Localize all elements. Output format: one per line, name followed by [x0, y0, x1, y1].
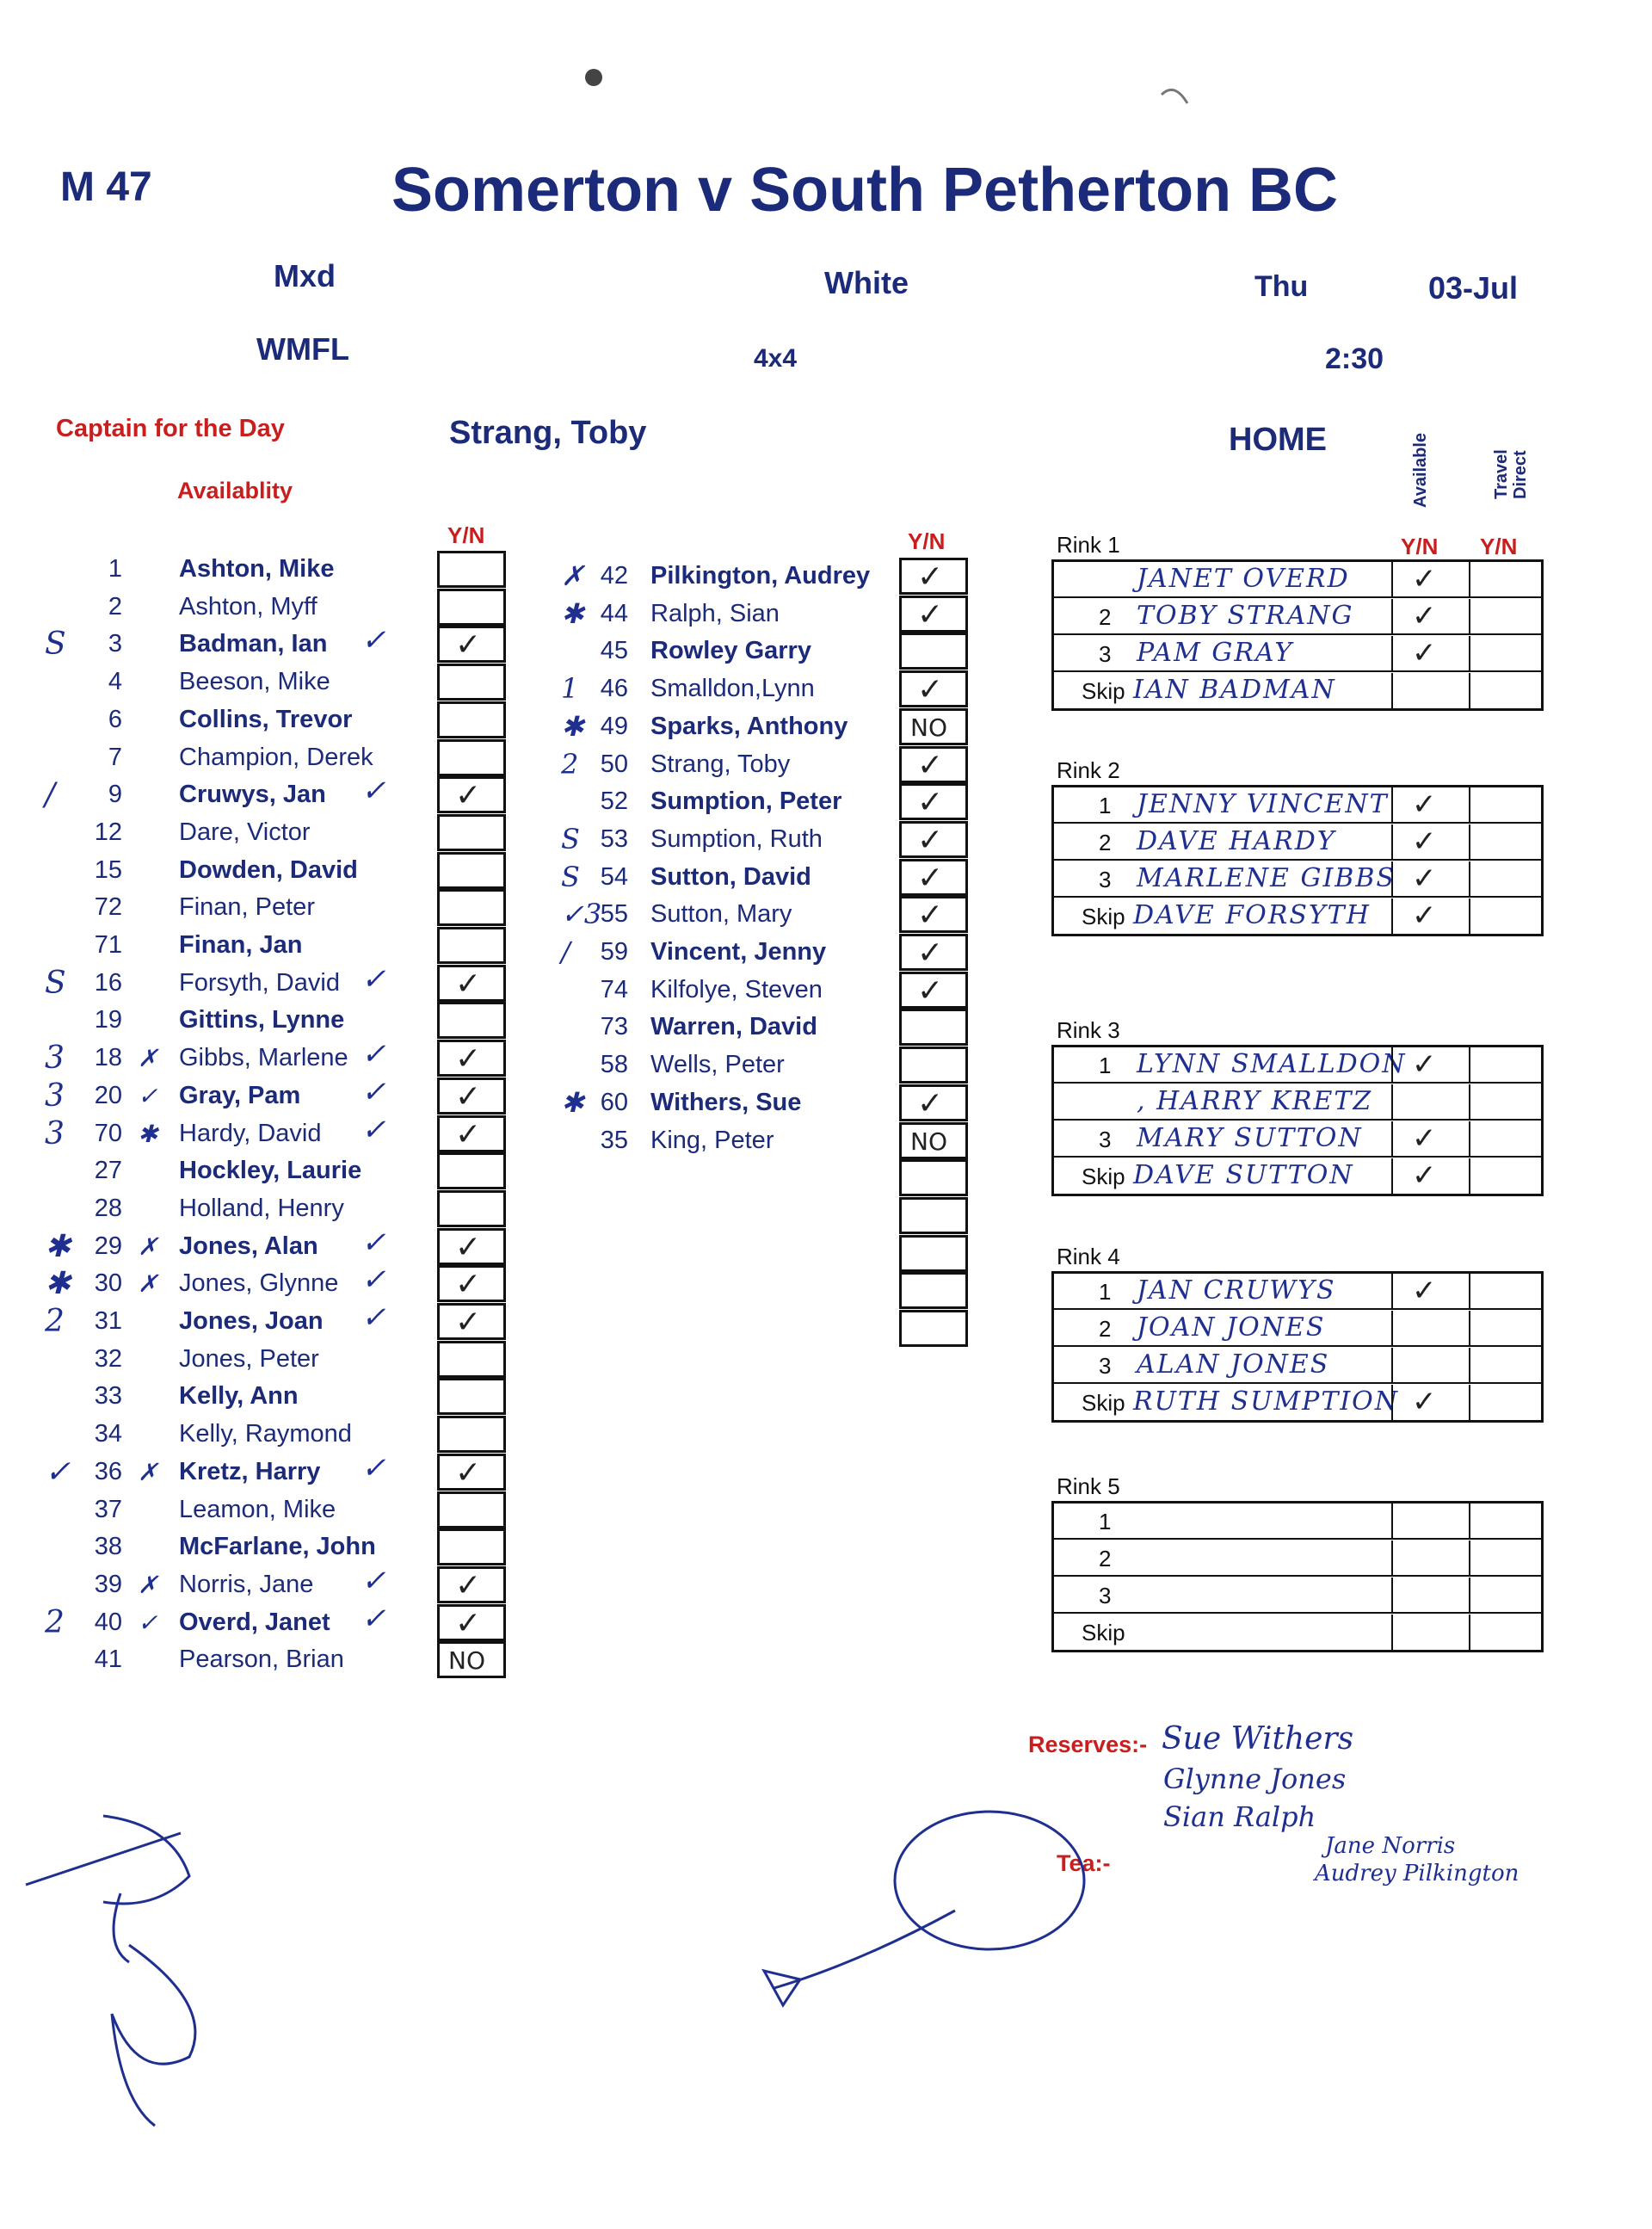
player-number: 32	[94, 1344, 122, 1373]
margin-mark: S	[561, 860, 580, 893]
player-name: Norris, Jane	[179, 1570, 314, 1598]
yn-box-right[interactable]	[899, 558, 968, 595]
available-mark: ✓	[1412, 824, 1437, 859]
rink-title: Rink 2	[1057, 757, 1120, 783]
pre-mark: ✗	[138, 1232, 158, 1261]
player-name: Gittins, Lynne	[179, 1006, 345, 1034]
rink-player: JAN CRUWYS	[1137, 1275, 1336, 1306]
margin-mark: ✱	[561, 1085, 584, 1119]
player-name: Kelly, Ann	[179, 1382, 299, 1411]
rink-player: MARY SUTTON	[1137, 1123, 1363, 1153]
player-name: Kretz, Harry	[179, 1457, 321, 1485]
player-number: 70	[94, 1119, 122, 1147]
player-name: Warren, David	[650, 1013, 817, 1041]
player-name: Cruwys, Jan	[179, 781, 326, 809]
player-name: Overd, Janet	[179, 1608, 330, 1636]
pre-mark: ✗	[138, 1570, 158, 1599]
yn-box-left[interactable]	[437, 1265, 506, 1302]
yn-mark: ✓	[917, 672, 944, 708]
yn-box-left[interactable]	[437, 1528, 506, 1565]
player-number: 38	[94, 1533, 122, 1561]
player-name: Sumption, Peter	[650, 787, 842, 816]
rink-player: MARLENE GIBBS	[1137, 863, 1396, 893]
availability-tick: ✓	[361, 1563, 386, 1598]
player-number: 15	[94, 855, 122, 884]
player-number: 7	[108, 743, 122, 771]
player-name: Collins, Trevor	[179, 705, 353, 733]
yn-box-right-empty[interactable]	[899, 1197, 968, 1234]
availability-tick: ✓	[361, 1074, 386, 1109]
player-name: Sumption, Ruth	[650, 824, 823, 853]
player-name: Smalldon,Lynn	[650, 675, 815, 703]
player-number: 30	[94, 1269, 122, 1298]
yn-mark: ✓	[455, 1041, 482, 1077]
rink-player: RUTH SUMPTION	[1133, 1386, 1400, 1417]
travel-direct-column-header: Travel Direct	[1492, 449, 1530, 499]
available-mark: ✓	[1412, 599, 1437, 633]
yn-box-right[interactable]	[899, 670, 968, 707]
player-number: 37	[94, 1495, 122, 1523]
dress-code: White	[824, 265, 909, 300]
rink-player: DAVE SUTTON	[1133, 1160, 1354, 1190]
yn-box-right-empty[interactable]	[899, 1159, 968, 1196]
yn-box-left[interactable]	[437, 1040, 506, 1077]
yn-header-right: Y/N	[908, 528, 946, 554]
yn-box-right[interactable]	[899, 896, 968, 933]
rink-player: DAVE FORSYTH	[1133, 900, 1371, 930]
yn-box-left[interactable]	[437, 551, 506, 588]
yn-mark: ✓	[455, 1229, 482, 1265]
availability-tick: ✓	[361, 1225, 386, 1260]
punch-hole-mark	[585, 69, 602, 86]
rink-position: 2	[1099, 604, 1112, 630]
availability-tick: ✓	[361, 1112, 386, 1147]
reserve-name: Jane Norris	[1325, 1833, 1456, 1859]
player-name: Finan, Peter	[179, 893, 315, 922]
availability-tick: ✓	[361, 1601, 386, 1636]
available-mark: ✓	[1412, 898, 1437, 933]
player-number: 36	[94, 1457, 122, 1485]
available-mark: ✓	[1412, 562, 1437, 596]
yn-box-left[interactable]	[437, 1341, 506, 1378]
availability-tick: ✓	[361, 1037, 386, 1072]
yn-box-right[interactable]	[899, 1009, 968, 1046]
player-number: 71	[94, 931, 122, 959]
yn-box-left[interactable]	[437, 1491, 506, 1528]
pre-mark: ✱	[138, 1119, 158, 1148]
player-number: 42	[600, 562, 628, 590]
player-name: Sparks, Anthony	[650, 712, 848, 740]
yn-box-left[interactable]	[437, 814, 506, 851]
rink-player: PAM GRAY	[1137, 638, 1294, 668]
rink-position: 2	[1099, 1546, 1112, 1571]
rink-position: 3	[1099, 641, 1112, 667]
yn-box-left[interactable]	[437, 1378, 506, 1415]
rink-player: ALAN JONES	[1137, 1349, 1330, 1380]
player-name: Jones, Alan	[179, 1232, 318, 1260]
pre-mark: ✓	[138, 1608, 158, 1637]
player-name: Strang, Toby	[650, 750, 791, 778]
rink-position: 3	[1099, 1127, 1112, 1152]
rink-player: IAN BADMAN	[1133, 675, 1336, 705]
yn-mark: ✓	[455, 1605, 482, 1641]
yn-box-right[interactable]	[899, 972, 968, 1009]
margin-mark: ✱	[45, 1266, 71, 1302]
match-date: 03-Jul	[1428, 270, 1519, 306]
rink-title: Rink 1	[1057, 532, 1120, 558]
rink-title: Rink 5	[1057, 1473, 1120, 1499]
margin-mark: S	[45, 965, 66, 1001]
margin-mark: ✱	[561, 596, 584, 630]
yn-mark: ✓	[455, 627, 482, 664]
availability-tick: ✓	[361, 1263, 386, 1298]
rink-position: 3	[1099, 867, 1112, 892]
available-mark: ✓	[1412, 1158, 1437, 1193]
yn-box-right[interactable]	[899, 821, 968, 858]
available-mark: ✓	[1412, 861, 1437, 896]
player-number: 74	[600, 975, 628, 1003]
margin-mark: 2	[561, 747, 579, 781]
player-name: Withers, Sue	[650, 1088, 802, 1116]
player-number: 33	[94, 1382, 122, 1411]
margin-mark: 3	[45, 1040, 65, 1077]
player-name: Champion, Derek	[179, 743, 373, 771]
player-name: Badman, Ian	[179, 630, 328, 658]
player-number: 54	[600, 862, 628, 891]
player-number: 35	[600, 1126, 628, 1154]
yn-mark: ✓	[455, 1267, 482, 1303]
player-number: 27	[94, 1157, 122, 1185]
yn-mark: ✓	[917, 898, 944, 934]
player-number: 55	[600, 900, 628, 929]
pre-mark: ✗	[138, 1457, 158, 1486]
yn-mark: ✓	[917, 747, 944, 783]
yn-mark: ✓	[917, 972, 944, 1009]
availability-tick: ✓	[361, 623, 386, 658]
margin-mark: 3	[45, 1077, 65, 1114]
player-number: 58	[600, 1051, 628, 1079]
margin-mark: 2	[45, 1604, 65, 1640]
yn-mark: NO	[448, 1646, 485, 1676]
player-number: 31	[94, 1307, 122, 1335]
yn-box-left[interactable]	[437, 1454, 506, 1491]
captain-name: Strang, Toby	[449, 415, 647, 451]
tea-label: Tea:-	[1057, 1850, 1111, 1876]
paper-mark	[1162, 90, 1187, 103]
available-column-header: Available	[1411, 432, 1430, 508]
player-number: 52	[600, 787, 628, 816]
rink-position: Skip	[1082, 1620, 1125, 1646]
yn-mark: ✓	[917, 935, 944, 971]
player-number: 29	[94, 1232, 122, 1260]
reserve-name: Glynne Jones	[1163, 1763, 1347, 1795]
player-number: 59	[600, 938, 628, 966]
rink-position: 1	[1099, 1509, 1112, 1534]
yn-header-left: Y/N	[447, 522, 485, 548]
reserves-label: Reserves:-	[1028, 1732, 1148, 1757]
yn-mark: NO	[910, 713, 947, 742]
yn-box-left[interactable]	[437, 1228, 506, 1265]
player-name: Kelly, Raymond	[179, 1420, 352, 1448]
available-mark: ✓	[1412, 1274, 1437, 1308]
rink-position: Skip	[1082, 904, 1125, 929]
player-number: 41	[94, 1646, 122, 1674]
rink-position: 3	[1099, 1353, 1112, 1379]
player-number: 2	[108, 592, 122, 621]
player-number: 40	[94, 1608, 122, 1636]
yn-box-left[interactable]	[437, 1303, 506, 1340]
player-name: Dare, Victor	[179, 818, 311, 846]
player-number: 18	[94, 1044, 122, 1072]
player-name: Kilfolye, Steven	[650, 975, 823, 1003]
rink-position: Skip	[1082, 678, 1125, 704]
yn-box-left[interactable]	[437, 1604, 506, 1641]
yn-box-left[interactable]	[437, 889, 506, 926]
player-number: 1	[108, 555, 122, 583]
player-name: Finan, Jan	[179, 931, 303, 959]
rink-player: JENNY VINCENT	[1137, 789, 1389, 819]
available-mark: ✓	[1412, 1121, 1437, 1156]
match-format: 4x4	[754, 344, 798, 373]
rink-position: 2	[1099, 830, 1112, 855]
rink-position: 3	[1099, 1583, 1112, 1608]
reserve-name: Audrey Pilkington	[1315, 1861, 1519, 1886]
yn-mark: ✓	[455, 778, 482, 814]
yn-box-right-empty[interactable]	[899, 1235, 968, 1272]
player-number: 45	[600, 637, 628, 665]
player-name: Pearson, Brian	[179, 1646, 344, 1674]
yn-box-right[interactable]	[899, 1122, 968, 1159]
rink-player: LYNN SMALLDON	[1137, 1049, 1407, 1079]
rink-position: 2	[1099, 1316, 1112, 1342]
player-number: 20	[94, 1081, 122, 1109]
player-name: McFarlane, John	[179, 1533, 376, 1561]
yn-box-left[interactable]	[437, 1566, 506, 1603]
player-name: Jones, Joan	[179, 1307, 324, 1335]
yn-box-right[interactable]	[899, 708, 968, 745]
player-name: Wells, Peter	[650, 1051, 785, 1079]
rink-player: JOAN JONES	[1137, 1312, 1326, 1343]
player-number: 12	[94, 818, 122, 846]
player-number: 16	[94, 968, 122, 997]
player-name: Dowden, David	[179, 855, 358, 884]
available-mark: ✓	[1412, 787, 1437, 822]
yn-box-left[interactable]	[437, 1115, 506, 1152]
availability-tick: ✓	[361, 1450, 386, 1485]
match-type: Mxd	[274, 258, 336, 293]
player-number: 72	[94, 893, 122, 922]
player-name: Leamon, Mike	[179, 1495, 336, 1523]
yn-box-right[interactable]	[899, 783, 968, 820]
player-name: King, Peter	[650, 1126, 774, 1154]
margin-mark: 3	[45, 1115, 65, 1152]
player-name: Sutton, Mary	[650, 900, 792, 929]
yn-mark: ✓	[455, 1454, 482, 1491]
rink-player: TOBY STRANG	[1137, 601, 1354, 631]
available-mark: ✓	[1412, 1047, 1437, 1082]
player-number: 60	[600, 1088, 628, 1116]
reserve-name: Sian Ralph	[1163, 1800, 1316, 1833]
player-name: Jones, Glynne	[179, 1269, 339, 1298]
margin-mark: ✱	[45, 1228, 71, 1264]
margin-mark: S	[561, 822, 580, 855]
player-number: 4	[108, 668, 122, 696]
player-number: 3	[108, 630, 122, 658]
yn-mark: ✓	[917, 1085, 944, 1121]
league: WMFL	[256, 331, 349, 367]
yn-mark: ✓	[917, 785, 944, 821]
yn-box-left[interactable]	[437, 1190, 506, 1227]
yn-box-left[interactable]	[437, 1641, 506, 1678]
rink-position: Skip	[1082, 1390, 1125, 1416]
margin-mark: ✗	[561, 559, 584, 592]
margin-mark: ✱	[561, 709, 584, 743]
player-name: Beeson, Mike	[179, 668, 330, 696]
yn-box-right[interactable]	[899, 746, 968, 783]
margin-mark: /	[561, 935, 570, 968]
yn-box-right-empty[interactable]	[899, 1310, 968, 1347]
yn-box-left[interactable]	[437, 1002, 506, 1039]
venue: HOME	[1229, 422, 1327, 458]
yn-mark: ✓	[455, 1305, 482, 1340]
player-number: 6	[108, 705, 122, 733]
player-name: Pilkington, Audrey	[650, 562, 871, 590]
player-number: 73	[600, 1013, 628, 1041]
yn-box-left[interactable]	[437, 927, 506, 964]
yn-box-left[interactable]	[437, 1152, 506, 1189]
yn-mark: ✓	[917, 822, 944, 858]
yn-box-right[interactable]	[899, 934, 968, 971]
yn-box-left[interactable]	[437, 701, 506, 738]
available-mark: ✓	[1412, 1385, 1437, 1419]
start-time: 2:30	[1325, 343, 1384, 375]
margin-mark: ✓	[45, 1454, 71, 1490]
rink-position: Skip	[1082, 1164, 1125, 1189]
availability-tick: ✓	[361, 774, 386, 809]
rink-player: JANET OVERD	[1137, 564, 1350, 594]
yn-box-left[interactable]	[437, 739, 506, 776]
yn-mark: ✓	[455, 1078, 482, 1114]
player-name: Holland, Henry	[179, 1194, 344, 1222]
margin-mark: S	[45, 627, 66, 663]
yn-box-left[interactable]	[437, 852, 506, 889]
yn-mark: ✓	[455, 1116, 482, 1152]
signature-scribble	[26, 1816, 195, 2126]
yn-box-left[interactable]	[437, 965, 506, 1002]
player-name: Vincent, Jenny	[650, 938, 827, 966]
yn-mark: ✓	[917, 596, 944, 633]
yn-box-left[interactable]	[437, 1416, 506, 1453]
player-number: 53	[600, 824, 628, 853]
player-name: Rowley Garry	[650, 637, 811, 665]
yn-box-right-empty[interactable]	[899, 1272, 968, 1309]
margin-mark: 1	[561, 672, 579, 706]
player-name: Hockley, Laurie	[179, 1157, 362, 1185]
yn-mark: ✓	[455, 966, 482, 1002]
pre-mark: ✓	[138, 1081, 158, 1110]
pre-mark: ✗	[138, 1269, 158, 1299]
yn-box-right[interactable]	[899, 633, 968, 670]
player-name: Jones, Peter	[179, 1344, 319, 1373]
yn-mark: ✓	[917, 860, 944, 896]
yn-box-left[interactable]	[437, 1077, 506, 1114]
margin-mark: 2	[45, 1304, 65, 1339]
player-name: Hardy, David	[179, 1119, 322, 1147]
player-number: 9	[108, 781, 122, 809]
reserve-name: Sue Withers	[1162, 1721, 1354, 1757]
player-name: Gray, Pam	[179, 1081, 301, 1109]
yn-mark: ✓	[455, 1567, 482, 1603]
yn-box-right[interactable]	[899, 596, 968, 633]
availability-tick: ✓	[361, 961, 386, 997]
rink-position: 1	[1099, 793, 1112, 818]
player-number: 34	[94, 1420, 122, 1448]
player-number: 44	[600, 599, 628, 627]
page-title: Somerton v South Petherton BC	[391, 156, 1339, 225]
match-day: Thu	[1254, 270, 1309, 303]
yn-box-left[interactable]	[437, 626, 506, 663]
availability-label: Availablity	[177, 478, 293, 503]
pre-mark: ✗	[138, 1044, 158, 1073]
margin-mark: ✓3	[561, 898, 602, 931]
player-number: 46	[600, 675, 628, 703]
yn-box-right[interactable]	[899, 859, 968, 896]
yn-header-available: Y/N	[1401, 534, 1439, 559]
rink-player: DAVE HARDY	[1137, 826, 1336, 856]
yn-box-right[interactable]	[899, 1084, 968, 1121]
rink-position: 1	[1099, 1053, 1112, 1078]
rink-player: , HARRY KRETZ	[1137, 1086, 1373, 1116]
yn-box-left[interactable]	[437, 589, 506, 626]
match-code: M 47	[60, 164, 152, 210]
availability-tick: ✓	[361, 1300, 386, 1335]
player-name: Sutton, David	[650, 862, 811, 891]
player-number: 49	[600, 712, 628, 740]
rink-title: Rink 4	[1057, 1244, 1120, 1269]
player-name: Gibbs, Marlene	[179, 1044, 348, 1072]
player-name: Ralph, Sian	[650, 599, 780, 627]
yn-box-left[interactable]	[437, 664, 506, 701]
player-name: Ashton, Mike	[179, 555, 335, 583]
player-number: 39	[94, 1570, 122, 1598]
arrow-head-scribble	[764, 1971, 800, 2005]
yn-box-left[interactable]	[437, 776, 506, 813]
player-name: Forsyth, David	[179, 968, 340, 997]
yn-mark: NO	[910, 1127, 947, 1156]
arrow-scribble	[774, 1911, 955, 1988]
player-name: Ashton, Myff	[179, 592, 317, 621]
player-number: 19	[94, 1006, 122, 1034]
rink-position: 1	[1099, 1279, 1112, 1305]
player-number: 50	[600, 750, 628, 778]
yn-mark: ✓	[917, 559, 944, 595]
available-mark: ✓	[1412, 636, 1437, 670]
yn-header-travel: Y/N	[1480, 534, 1518, 559]
captain-label: Captain for the Day	[56, 415, 285, 442]
player-number: 28	[94, 1194, 122, 1222]
margin-mark: /	[45, 777, 56, 813]
yn-box-right[interactable]	[899, 1047, 968, 1084]
rink-title: Rink 3	[1057, 1017, 1120, 1043]
